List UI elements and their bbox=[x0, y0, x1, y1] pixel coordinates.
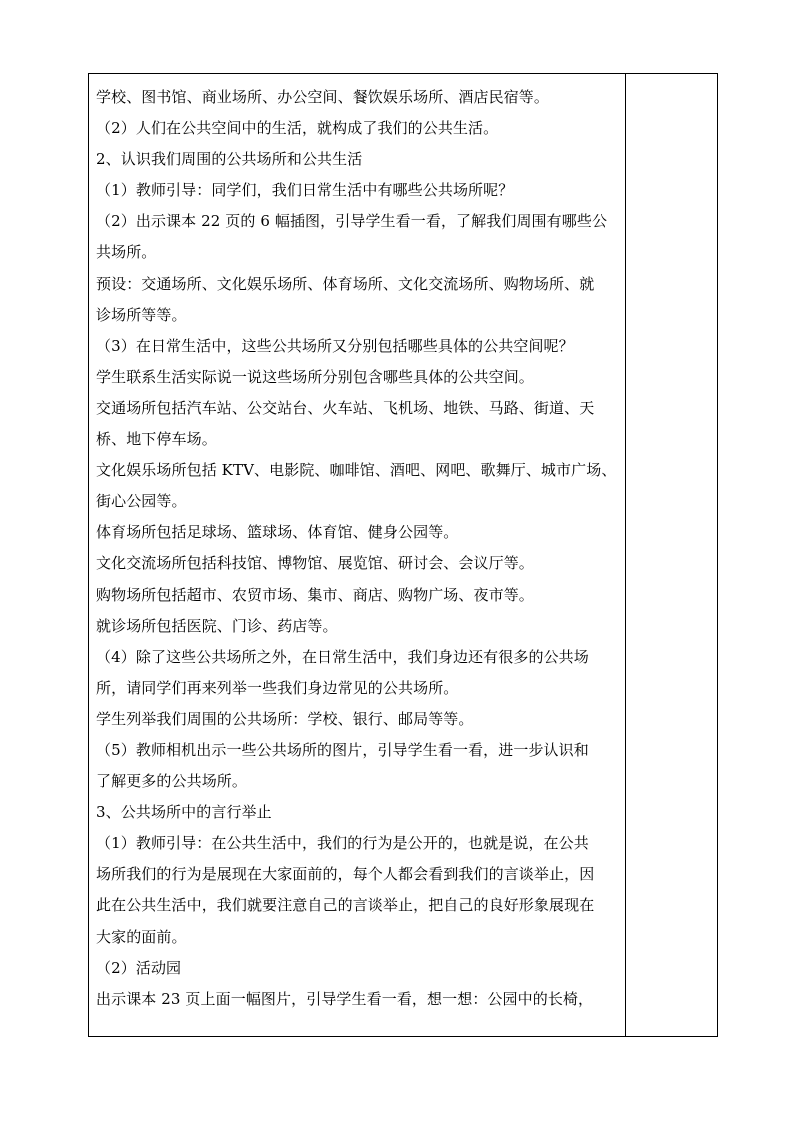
text-line: （5）教师相机出示一些公共场所的图片，引导学生看一看，进一步认识和 bbox=[96, 740, 589, 759]
text-line: 共场所。 bbox=[96, 243, 157, 262]
text-line: 文化娱乐场所包括 KTV、电影院、咖啡馆、酒吧、网吧、歌舞厅、城市广场、 bbox=[96, 461, 617, 480]
text-line: 大家的面前。 bbox=[96, 927, 187, 946]
text-line: 桥、地下停车场。 bbox=[96, 430, 217, 449]
text-line: 文化交流场所包括科技馆、博物馆、展览馆、研讨会、会议厅等。 bbox=[96, 554, 534, 573]
text-line: 了解更多的公共场所。 bbox=[96, 772, 248, 791]
text-line: 交通场所包括汽车站、公交站台、火车站、飞机场、地铁、马路、街道、天 bbox=[96, 398, 595, 417]
lesson-table bbox=[88, 73, 718, 1037]
section-heading: 3、公共场所中的言行举止 bbox=[96, 803, 272, 822]
text-line: 学校、图书馆、商业场所、办公空间、餐饮娱乐场所、酒店民宿等。 bbox=[96, 88, 550, 106]
text-line: 场所我们的行为是展现在大家面前的，每个人都会看到我们的言谈举止，因 bbox=[96, 865, 595, 884]
text-line: 学生列举我们周围的公共场所：学校、银行、邮局等等。 bbox=[96, 709, 474, 728]
text-line: （2）活动园 bbox=[96, 958, 182, 977]
text-line: （4）除了这些公共场所之外，在日常生活中，我们身边还有很多的公共场 bbox=[96, 647, 589, 666]
text-line: 学生联系生活实际说一说这些场所分别包含哪些具体的公共空间。 bbox=[96, 367, 534, 386]
text-line: 诊场所等等。 bbox=[96, 305, 187, 324]
text-line: 就诊场所包括医院、门诊、药店等。 bbox=[96, 616, 338, 635]
text-line: 购物场所包括超市、农贸市场、集市、商店、购物广场、夜市等。 bbox=[96, 585, 534, 604]
text-line: 街心公园等。 bbox=[96, 492, 187, 511]
notes-cell bbox=[626, 74, 717, 1036]
text-line: 出示课本 23 页上面一幅图片，引导学生看一看，想一想：公园中的长椅， bbox=[96, 989, 594, 1008]
section-heading: 2、认识我们周围的公共场所和公共生活 bbox=[96, 150, 363, 169]
text-line: 所，请同学们再来列举一些我们身边常见的公共场所。 bbox=[96, 678, 459, 697]
text-line: （3）在日常生活中，这些公共场所又分别包括哪些具体的公共空间呢？ bbox=[96, 336, 574, 355]
lesson-content-cell bbox=[96, 82, 620, 1015]
text-line: （1）教师引导：在公共生活中，我们的行为是公开的，也就是说，在公共 bbox=[96, 834, 589, 853]
text-line: （2）人们在公共空间中的生活，就构成了我们的公共生活。 bbox=[96, 119, 499, 138]
text-line: 体育场所包括足球场、篮球场、体育馆、健身公园等。 bbox=[96, 523, 459, 542]
text-line: 此在公共生活中，我们就要注意自己的言谈举止，把自己的良好形象展现在 bbox=[96, 896, 595, 915]
text-line: （2）出示课本 22 页的 6 幅插图，引导学生看一看，了解我们周围有哪些公 bbox=[96, 212, 608, 231]
text-line: （1）教师引导：同学们，我们日常生活中有哪些公共场所呢？ bbox=[96, 181, 514, 200]
text-line: 预设：交通场所、文化娱乐场所、体育场所、文化交流场所、购物场所、就 bbox=[96, 274, 595, 293]
